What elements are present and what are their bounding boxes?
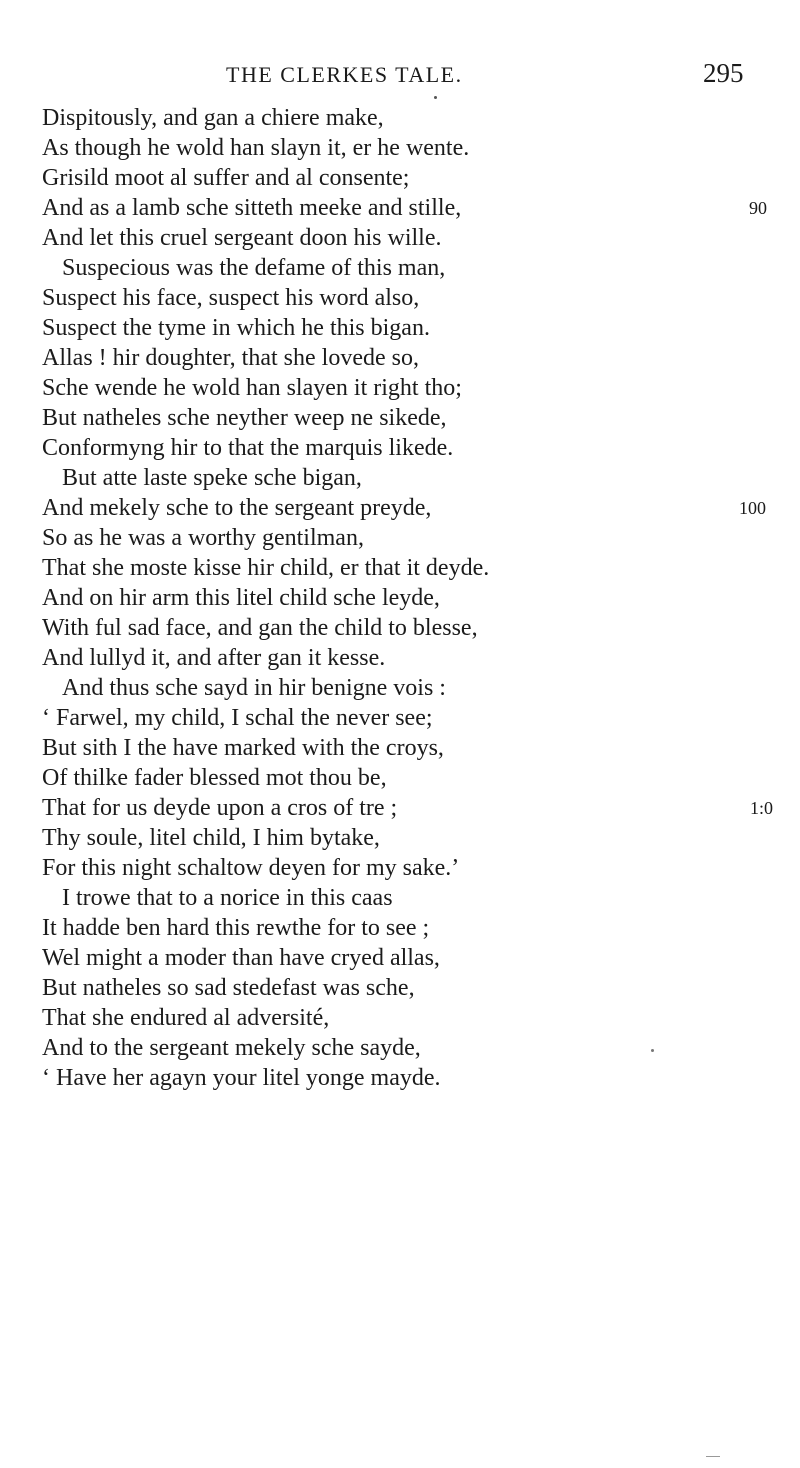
poem-line: And thus sche sayd in hir benigne vois : [62,675,446,701]
poem-line: But atte laste speke sche bigan, [62,465,362,491]
print-speck [434,96,437,99]
poem-line: But sith I the have marked with the croys, [42,735,444,761]
poem-line: That she moste kisse hir child, er that it deyde. [42,555,490,581]
line-number-100: 100 [739,498,766,518]
running-head: THE CLERKES TALE. [226,62,463,87]
poem-line: Suspect the tyme in which he this bigan. [42,315,430,341]
poem-line: ‘ Farwel, my child, I schal the never see; [42,705,433,731]
poem-line: Allas ! hir doughter, that she lovede so, [42,345,419,371]
poem-line: I trowe that to a norice in this caas [62,885,393,911]
poem-line: As though he wold han slayn it, er he wente. [42,135,470,161]
poem-line: And let this cruel sergeant doon his wille. [42,225,442,251]
poem-line: And lullyd it, and after gan it kesse. [42,645,386,671]
poem-line: Wel might a moder than have cryed allas, [42,945,440,971]
page-number: 295 [703,58,744,88]
poem-line: With ful sad face, and gan the child to blesse, [42,615,478,641]
poem-line: Conformyng hir to that the marquis likede. [42,435,454,461]
poem-line: That for us deyde upon a cros of tre ; [42,795,398,821]
poem-line: And on hir arm this litel child sche leyde, [42,585,440,611]
poem-line: But natheles so sad stedefast was sche, [42,975,415,1001]
poem-line: And mekely sche to the sergeant preyde, [42,495,432,521]
poem-line: Thy soule, litel child, I him bytake, [42,825,380,851]
poem-line: Dispitously, and gan a chiere make, [42,105,384,131]
line-number-90: 90 [749,198,767,218]
poem-line: Grisild moot al suffer and al consente; [42,165,410,191]
poem-line: But natheles sche neyther weep ne sikede, [42,405,447,431]
poem-line: So as he was a worthy gentilman, [42,525,364,551]
poem-line: Suspecious was the defame of this man, [62,255,446,281]
poem-line: And as a lamb sche sitteth meeke and stille, [42,195,462,221]
print-speck [706,1456,720,1457]
poem-line: It hadde ben hard this rewthe for to see ; [42,915,430,941]
poem-line: For this night schaltow deyen for my sake.’ [42,855,460,881]
poem-line: ‘ Have her agayn your litel yonge mayde. [42,1065,441,1091]
poem-line: That she endured al adversité, [42,1005,330,1031]
poem-line: Suspect his face, suspect his word also, [42,285,420,311]
print-speck [651,1049,654,1052]
poem-line: And to the sergeant mekely sche sayde, [42,1035,421,1061]
poem-line: Sche wende he wold han slayen it right tho; [42,375,462,401]
poem-line: Of thilke fader blessed mot thou be, [42,765,387,791]
line-number-110: 1:0 [750,798,774,818]
